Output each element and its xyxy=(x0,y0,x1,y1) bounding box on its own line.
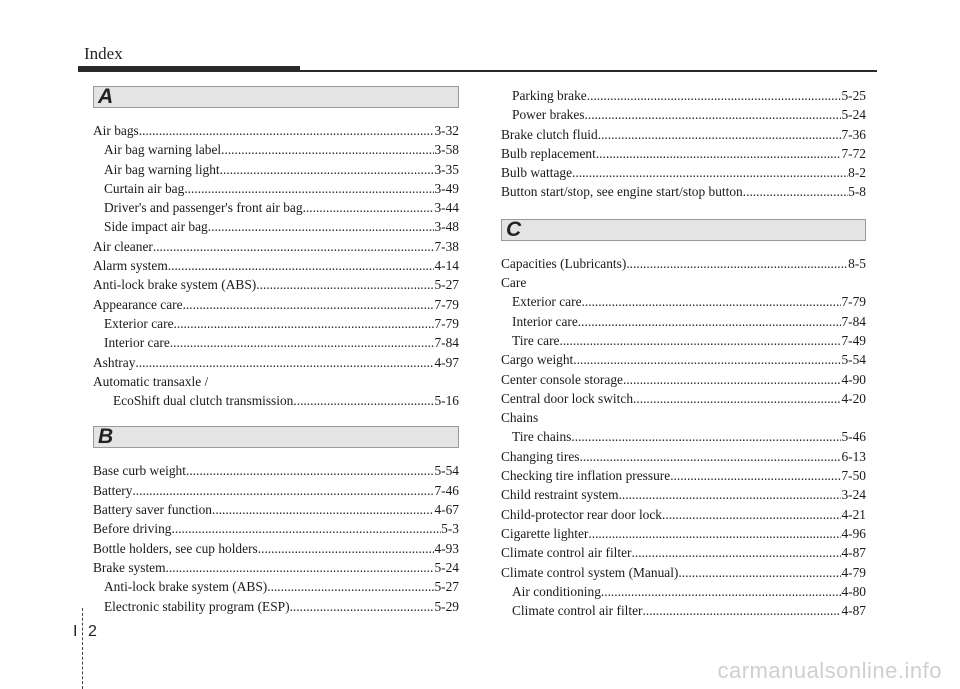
index-entry-term: Air bag warning label xyxy=(104,142,222,158)
index-entry-page: 7-72 xyxy=(841,145,866,161)
section-letter-bar xyxy=(501,219,866,241)
dot-leader xyxy=(572,163,848,182)
index-entry xyxy=(93,333,459,352)
dot-leader xyxy=(303,198,435,217)
dot-leader xyxy=(221,140,434,159)
dot-leader xyxy=(623,370,841,389)
dot-leader xyxy=(183,295,435,314)
index-entry xyxy=(501,292,866,311)
index-entry-term: Anti-lock brake system (ABS) xyxy=(93,277,257,293)
index-entry-term: Battery saver function xyxy=(93,502,212,518)
dot-leader xyxy=(208,217,435,236)
index-entry-term: Child-protector rear door lock xyxy=(501,506,663,522)
index-entry xyxy=(501,505,866,524)
index-section xyxy=(501,219,866,621)
index-entry xyxy=(501,331,866,350)
index-section xyxy=(93,86,459,410)
index-entry-term: Before driving xyxy=(93,521,172,537)
index-entry-term: Air cleaner xyxy=(93,238,153,254)
index-entry xyxy=(93,391,459,410)
dot-leader xyxy=(290,597,435,616)
index-entry-term: Appearance care xyxy=(93,296,183,312)
index-entry-page: 5-3 xyxy=(441,521,459,537)
index-entry xyxy=(501,350,866,369)
index-entry-term: Driver's and passenger's front air bag xyxy=(104,200,303,216)
index-entry xyxy=(501,447,866,466)
footer-divider xyxy=(82,608,83,689)
index-entry-term: Air bag warning light xyxy=(104,161,220,177)
dot-leader xyxy=(139,121,435,140)
dot-leader xyxy=(743,182,848,201)
dot-leader xyxy=(186,461,434,480)
index-entry-term: EcoShift dual clutch transmission xyxy=(113,393,294,409)
index-entry-term: Center console storage xyxy=(501,371,623,387)
index-entry xyxy=(93,539,459,558)
index-entry-term: Curtain air bag xyxy=(104,180,185,196)
index-entry-term: Central door lock switch xyxy=(501,390,634,406)
index-entry-term: Exterior care xyxy=(512,294,582,310)
index-entry-page: 7-84 xyxy=(434,335,459,351)
index-entry xyxy=(501,144,866,163)
index-entry-page: 8-2 xyxy=(848,165,866,181)
index-column-left xyxy=(93,86,459,616)
index-entry-term: Interior care xyxy=(512,313,578,329)
dot-leader xyxy=(670,466,841,485)
index-entry-term: Automatic transaxle / xyxy=(93,373,209,389)
index-entry-term: Care xyxy=(501,275,527,291)
index-entry-page: 4-79 xyxy=(841,564,866,580)
dot-leader xyxy=(571,427,841,446)
index-entry xyxy=(501,389,866,408)
index-entry xyxy=(93,160,459,179)
section-letter: A xyxy=(98,85,114,108)
index-entry xyxy=(501,105,866,124)
index-entry-page: 4-20 xyxy=(841,390,866,406)
header-rule-thin xyxy=(300,70,877,72)
index-entry xyxy=(93,121,459,140)
index-entry-page: 5-29 xyxy=(434,598,459,614)
index-entry-page: 7-79 xyxy=(434,315,459,331)
index-entry-page: 4-87 xyxy=(841,545,866,561)
index-entry-page: 5-24 xyxy=(434,559,459,575)
index-entry-term: Bulb wattage xyxy=(501,165,573,181)
index-entry-term: Battery xyxy=(93,482,133,498)
dot-leader xyxy=(598,125,842,144)
section-letter-bar xyxy=(93,426,459,448)
index-entry xyxy=(501,312,866,331)
index-entry xyxy=(93,275,459,294)
index-entry xyxy=(501,466,866,485)
dot-leader xyxy=(267,577,434,596)
index-entry-term: Ashtray xyxy=(93,354,136,370)
index-entry-term: Alarm system xyxy=(93,258,168,274)
dot-leader xyxy=(258,539,435,558)
index-entry xyxy=(93,558,459,577)
index-entry-page: 7-38 xyxy=(434,238,459,254)
dot-leader xyxy=(132,481,434,500)
index-entry-page: 5-46 xyxy=(841,429,866,445)
index-entry-page: 3-24 xyxy=(841,487,866,503)
index-entry-term: Bulb replacement xyxy=(501,145,596,161)
index-entry-page: 5-54 xyxy=(841,352,866,368)
index-entry-page: 5-54 xyxy=(434,463,459,479)
index-entry xyxy=(93,256,459,275)
footer-section-label: I xyxy=(73,623,78,640)
dot-leader xyxy=(587,86,842,105)
index-entry xyxy=(93,577,459,596)
index-entry-page: 4-90 xyxy=(841,371,866,387)
dot-leader xyxy=(293,391,434,410)
index-entry-page: 4-87 xyxy=(841,603,866,619)
index-entry xyxy=(501,273,866,292)
index-entry xyxy=(93,461,459,480)
index-entry-term: Child restraint system xyxy=(501,487,619,503)
dot-leader xyxy=(619,485,842,504)
index-section xyxy=(93,426,459,615)
index-entry-term: Side impact air bag xyxy=(104,219,208,235)
index-entry-term: Bottle holders, see cup holders xyxy=(93,540,258,556)
index-entry-page: 7-36 xyxy=(841,126,866,142)
index-entry-page: 4-96 xyxy=(841,525,866,541)
index-entry xyxy=(501,543,866,562)
dot-leader xyxy=(220,160,435,179)
dot-leader xyxy=(212,500,434,519)
dot-leader xyxy=(578,312,842,331)
index-entry xyxy=(501,254,866,273)
index-entry-term: Checking tire inflation pressure xyxy=(501,468,671,484)
header-rule-thick xyxy=(78,66,300,72)
index-entry-page: 4-14 xyxy=(434,258,459,274)
index-entry-term: Air conditioning xyxy=(512,583,601,599)
index-entry-term: Cigarette lighter xyxy=(501,525,589,541)
index-entry-page: 3-35 xyxy=(434,161,459,177)
dot-leader xyxy=(559,331,841,350)
index-entry-page: 8-5 xyxy=(848,255,866,271)
watermark-text: carmanualsonline.info xyxy=(717,658,942,683)
index-entry-page: 7-84 xyxy=(841,313,866,329)
index-entry xyxy=(93,597,459,616)
dot-leader xyxy=(174,314,435,333)
index-entry-term: Cargo weight xyxy=(501,352,574,368)
index-entry-page: 5-27 xyxy=(434,277,459,293)
index-entry xyxy=(93,179,459,198)
index-entry-page: 3-49 xyxy=(434,180,459,196)
index-entry-term: Electronic stability program (ESP) xyxy=(104,598,290,614)
index-entry xyxy=(93,314,459,333)
index-entry-term: Exterior care xyxy=(104,315,174,331)
index-entry xyxy=(501,182,866,201)
index-entry-term: Air bags xyxy=(93,123,139,138)
index-entry-page: 7-79 xyxy=(841,294,866,310)
index-entry-term: Anti-lock brake system (ABS) xyxy=(104,579,268,595)
index-entry xyxy=(501,582,866,601)
index-entry xyxy=(501,485,866,504)
dot-leader xyxy=(166,558,435,577)
dot-leader xyxy=(633,389,841,408)
index-entry-page: 4-80 xyxy=(841,583,866,599)
dot-leader xyxy=(626,254,848,273)
dot-leader xyxy=(678,563,841,582)
index-entry-term: Brake clutch fluid xyxy=(501,126,598,142)
index-entry-term: Tire chains xyxy=(512,429,572,445)
index-entry xyxy=(501,86,866,105)
index-entry xyxy=(501,370,866,389)
dot-leader xyxy=(184,179,434,198)
index-entry-term: Power brakes xyxy=(512,107,585,123)
index-entry-term: Tire care xyxy=(512,332,560,348)
index-entry-term: Climate control air filter xyxy=(501,545,632,561)
index-entry-page: 7-50 xyxy=(841,468,866,484)
page-header-title: Index xyxy=(84,44,123,63)
index-entry xyxy=(93,198,459,217)
index-entry-term: Chains xyxy=(501,410,539,426)
dot-leader xyxy=(643,601,842,620)
dot-leader xyxy=(601,582,842,601)
index-entry xyxy=(93,140,459,159)
index-column-right xyxy=(501,86,866,620)
index-entry-page: 3-58 xyxy=(434,142,459,158)
index-entry-term: Capacities (Lubricants) xyxy=(501,255,627,271)
index-entry xyxy=(93,372,459,391)
index-entry xyxy=(93,237,459,256)
index-entry-page: 5-27 xyxy=(434,579,459,595)
dot-leader xyxy=(168,256,435,275)
index-entry-page: 7-79 xyxy=(434,296,459,312)
index-entry-page: 5-8 xyxy=(848,184,866,200)
index-entry-page: 4-93 xyxy=(434,540,459,556)
section-letter: C xyxy=(506,217,522,241)
index-entry xyxy=(501,524,866,543)
index-entry xyxy=(501,163,866,182)
index-entry-page: 5-25 xyxy=(841,88,866,103)
index-entry-page: 3-32 xyxy=(434,123,459,138)
index-entry-page: 3-48 xyxy=(434,219,459,235)
index-entry xyxy=(501,563,866,582)
dot-leader xyxy=(256,275,434,294)
index-entry-page: 4-97 xyxy=(434,354,459,370)
index-entry-term: Base curb weight xyxy=(93,463,186,479)
index-entry xyxy=(501,125,866,144)
index-entry xyxy=(93,519,459,538)
index-entry-page: 7-46 xyxy=(434,482,459,498)
index-entry-page: 4-21 xyxy=(841,506,866,522)
index-entry-term: Parking brake xyxy=(512,88,587,103)
section-letter-bar xyxy=(93,86,459,108)
dot-leader xyxy=(632,543,842,562)
dot-leader xyxy=(662,505,841,524)
index-entry-page: 6-13 xyxy=(841,448,866,464)
dot-leader xyxy=(153,237,435,256)
dot-leader xyxy=(588,524,841,543)
index-entry-page: 3-44 xyxy=(434,200,459,216)
index-entry xyxy=(93,500,459,519)
dot-leader xyxy=(579,447,841,466)
dot-leader xyxy=(582,292,842,311)
index-entry xyxy=(501,427,866,446)
index-entry-page: 7-49 xyxy=(841,332,866,348)
index-entry xyxy=(93,481,459,500)
index-entry-term: Interior care xyxy=(104,335,170,351)
section-letter: B xyxy=(98,425,114,449)
footer-page-number: 2 xyxy=(88,623,97,640)
index-entry-term: Climate control system (Manual) xyxy=(501,564,679,580)
index-entry xyxy=(501,408,866,427)
dot-leader xyxy=(596,144,842,163)
dot-leader xyxy=(135,353,434,372)
index-entry-page: 5-16 xyxy=(434,393,459,409)
dot-leader xyxy=(170,333,435,352)
index-entry-term: Button start/stop, see engine start/stop button xyxy=(501,184,743,200)
index-entry xyxy=(93,217,459,236)
index-entry xyxy=(93,353,459,372)
index-entry xyxy=(93,295,459,314)
index-entry-term: Climate control air filter xyxy=(512,603,643,619)
dot-leader xyxy=(171,519,441,538)
dot-leader xyxy=(585,105,842,124)
index-entry-term: Changing tires xyxy=(501,448,580,464)
dot-leader xyxy=(573,350,841,369)
index-entry-page: 5-24 xyxy=(841,107,866,123)
index-entry xyxy=(501,601,866,620)
index-entry-term: Brake system xyxy=(93,559,166,575)
index-entry-page: 4-67 xyxy=(434,502,459,518)
